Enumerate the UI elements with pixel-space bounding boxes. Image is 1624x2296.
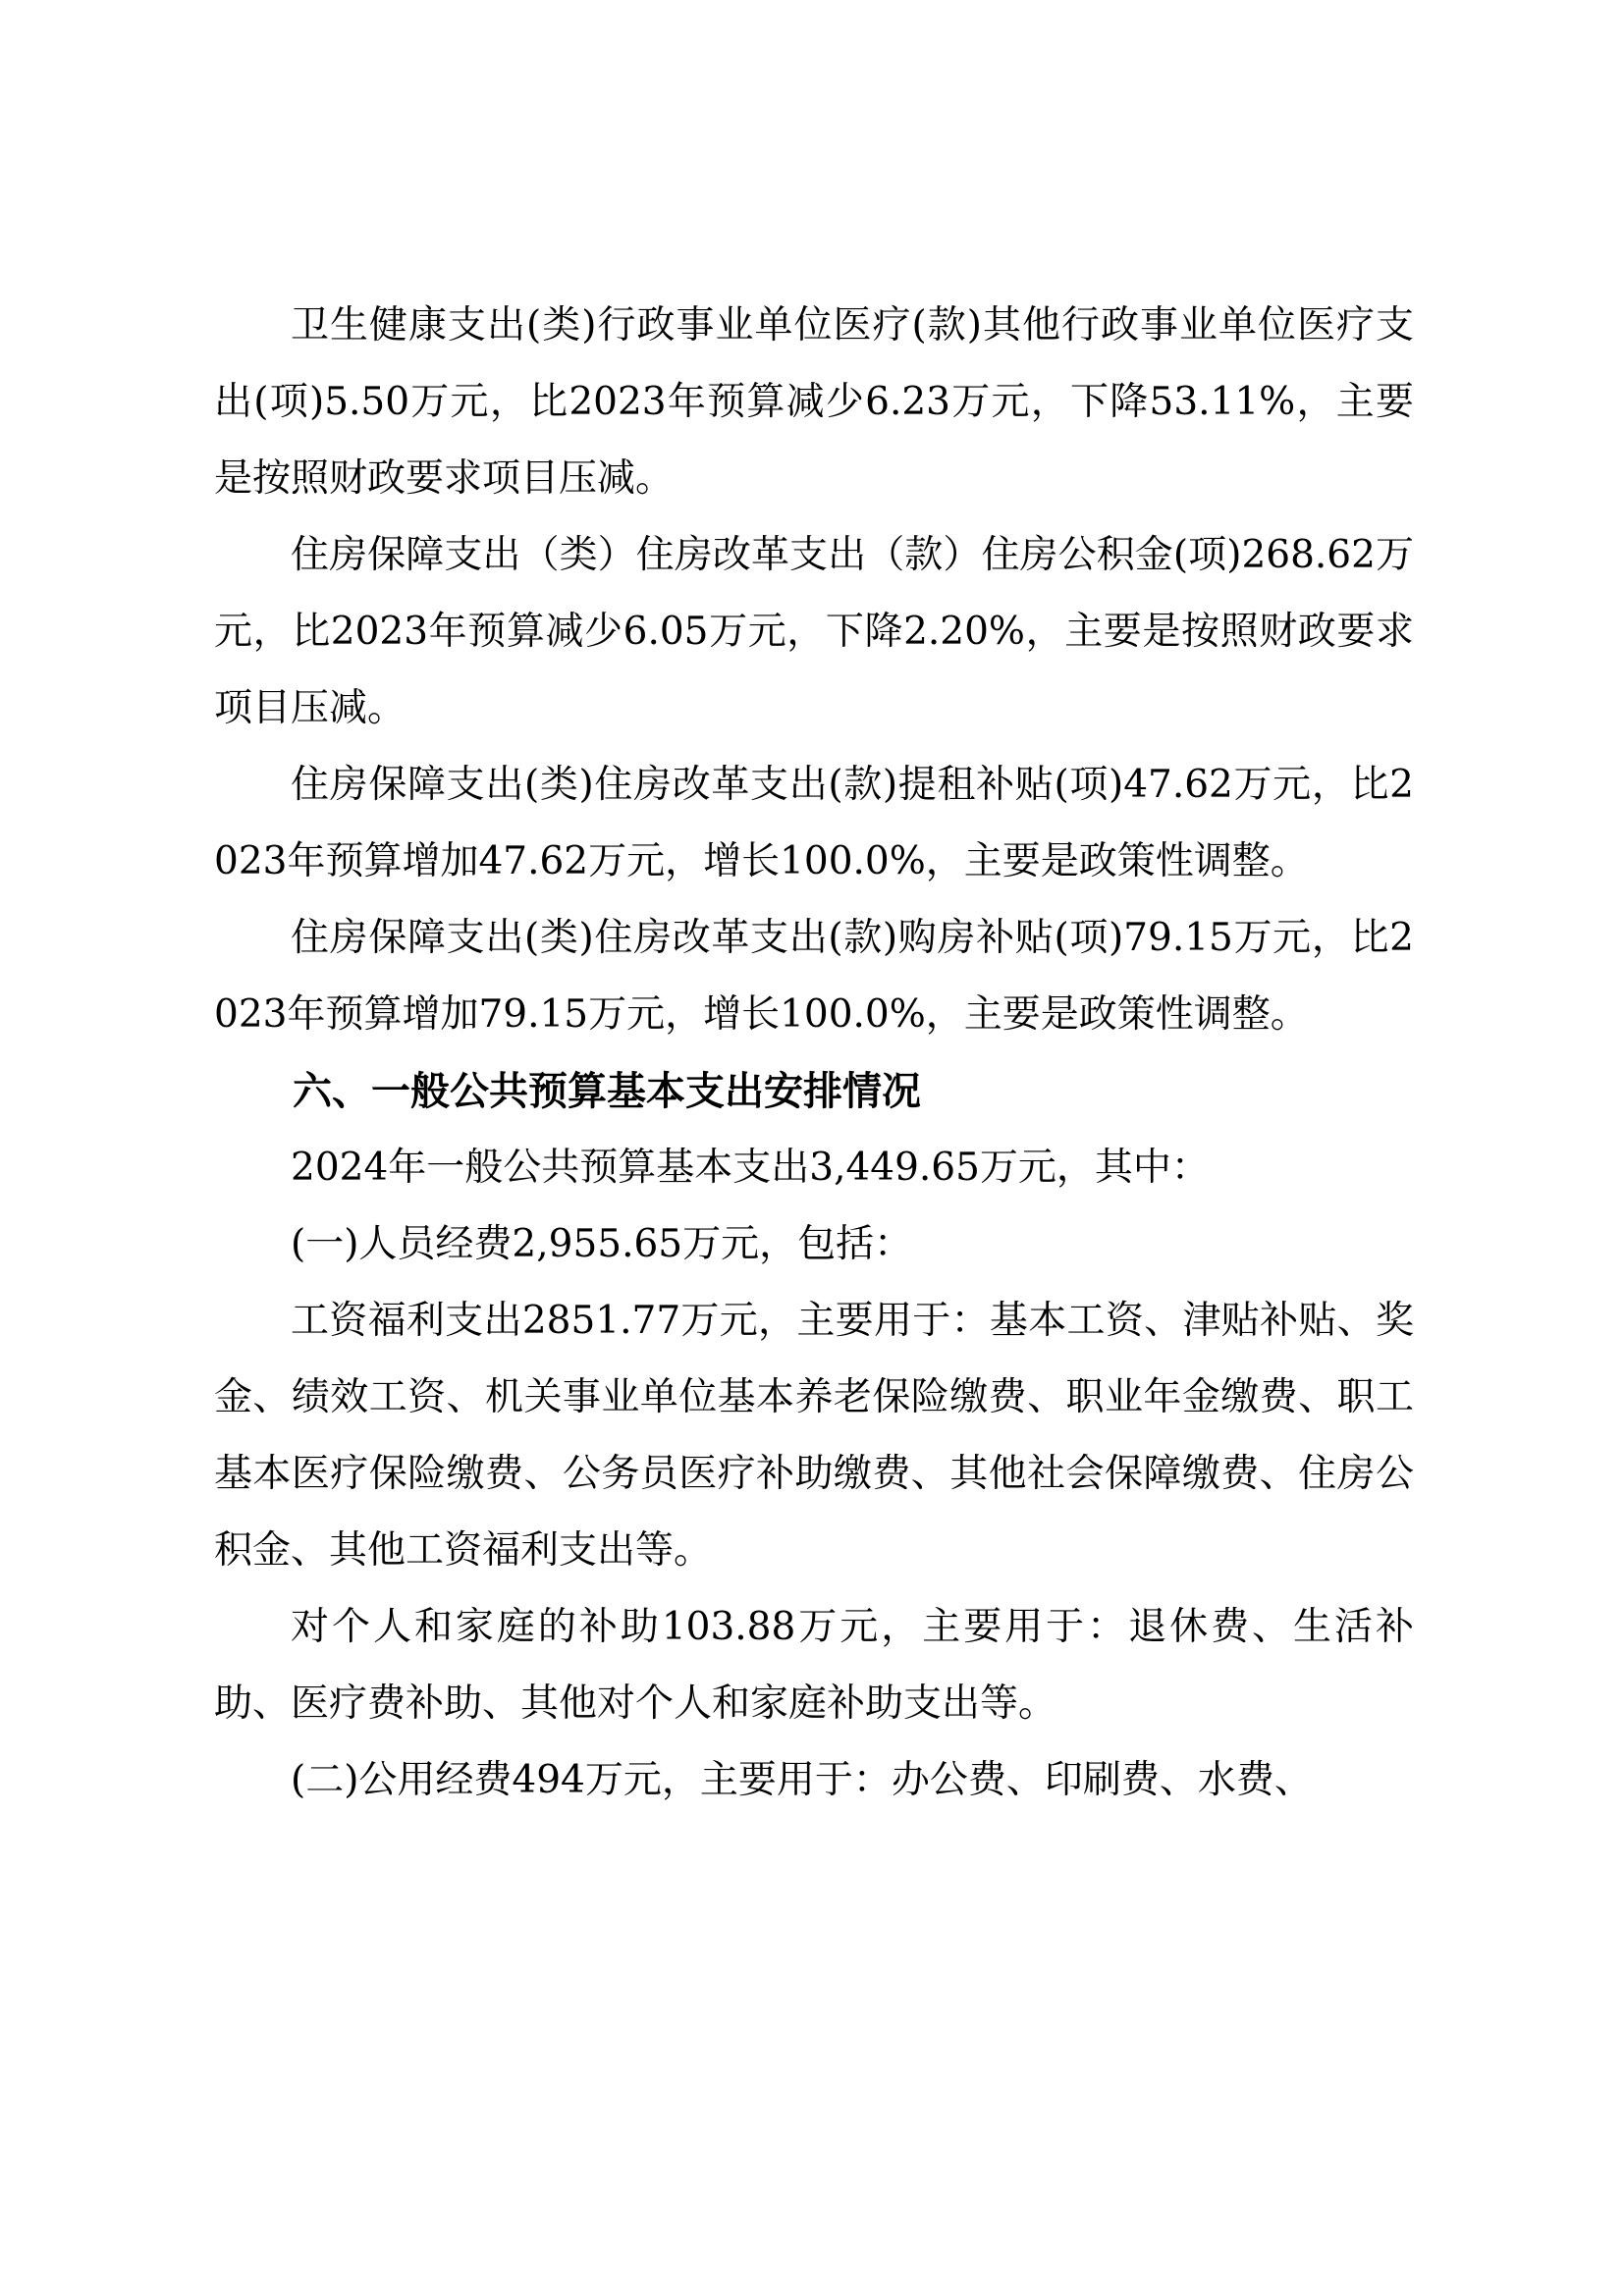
- rent-subsidy-paragraph: 住房保障支出(类)住房改革支出(款)提租补贴(项)47.62万元，比2023年预算增加47.62万元，增长100.0%，主要是政策性调整。: [214, 763, 1414, 883]
- health-expenditure-paragraph: 卫生健康支出(类)行政事业单位医疗(款)其他行政事业单位医疗支出(项)5.50万元，比2023年预算减少6.23万元，下降53.11%，主要是按照财政要求项目压减。: [214, 303, 1414, 501]
- housing-fund-paragraph: 住房保障支出（类）住房改革支出（款）住房公积金(项)268.62万元，比2023年预算减少6.05万元，下降2.20%，主要是按照财政要求项目压减。: [214, 533, 1414, 730]
- wages-paragraph: 工资福利支出2851.77万元，主要用于：基本工资、津贴补贴、奖金、绩效工资、机关事业单位基本养老保险缴费、职业年金缴费、职工基本医疗保险缴费、公务员医疗补助缴费、其他社会保障缴费、住房公积金、其他工资福利支出等。: [214, 1299, 1414, 1573]
- section-heading: 六、一般公共预算基本支出安排情况: [293, 1069, 921, 1114]
- housing-purchase-subsidy-paragraph: 住房保障支出(类)住房改革支出(款)购房补贴(项)79.15万元，比2023年预算增加79.15万元，增长100.0%，主要是政策性调整。: [214, 916, 1414, 1037]
- household-subsidy-paragraph: 对个人和家庭的补助103.88万元，主要用于：退休费、生活补助、医疗费补助、其他对个人和家庭补助支出等。: [214, 1605, 1414, 1726]
- basic-expenditure-intro: 2024年一般公共预算基本支出3,449.65万元，其中：: [291, 1146, 1210, 1190]
- personnel-expense-title: (一)人员经费2,955.65万元，包括：: [291, 1222, 913, 1266]
- public-expense-paragraph: (二)公用经费494万元，主要用于：办公费、印刷费、水费、: [291, 1758, 1313, 1802]
- document-page: [214, 288, 1414, 1819]
